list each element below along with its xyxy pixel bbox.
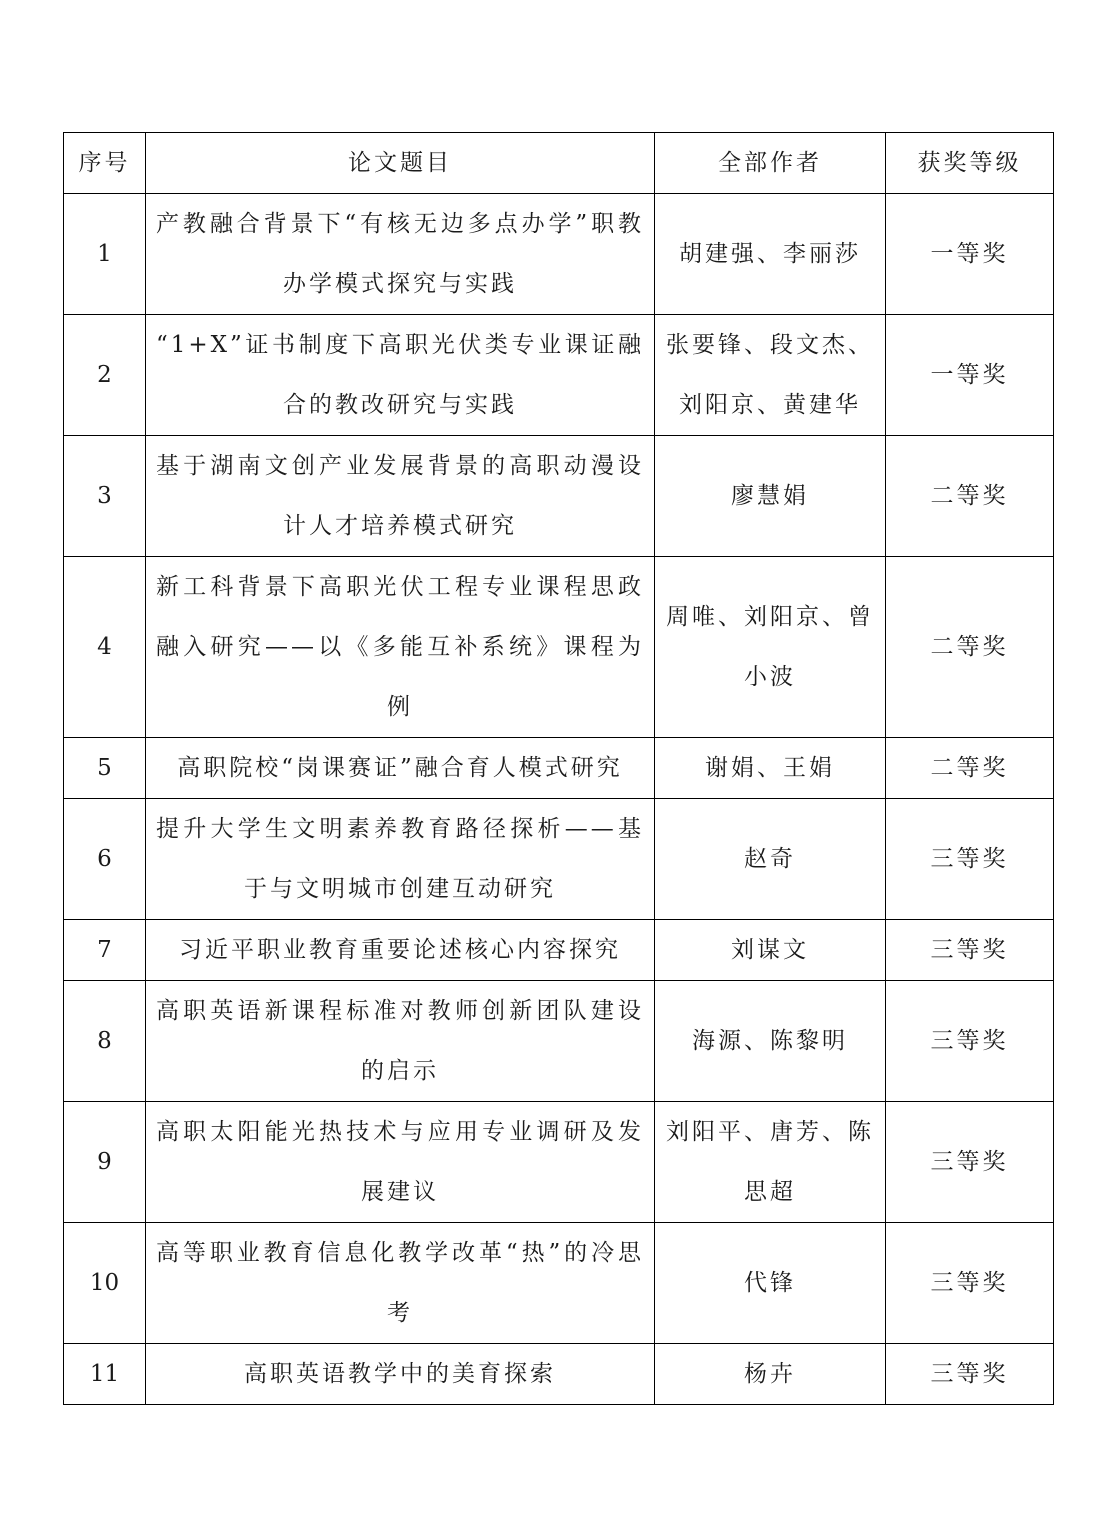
row-number: 10 [64,1223,146,1344]
row-award: 二等奖 [886,557,1054,738]
row-authors: 杨卉 [655,1344,886,1405]
row-authors: 刘阳平、唐芳、陈思超 [655,1102,886,1223]
table-header-row [64,133,1054,194]
row-award: 三等奖 [886,1344,1054,1405]
row-authors: 海源、陈黎明 [655,981,886,1102]
table-row [64,557,1054,738]
table-row [64,1223,1054,1344]
row-award: 二等奖 [886,436,1054,557]
row-authors: 谢娟、王娟 [655,738,886,799]
row-authors: 赵奇 [655,799,886,920]
row-award: 一等奖 [886,194,1054,315]
table-row [64,981,1054,1102]
row-authors: 刘谋文 [655,920,886,981]
header-number: 序号 [64,133,146,194]
row-title: 高职太阳能光热技术与应用专业调研及发展建议 [146,1102,655,1223]
row-title: 新工科背景下高职光伏工程专业课程思政融入研究——以《多能互补系统》课程为例 [146,557,655,738]
row-number: 11 [64,1344,146,1405]
row-award: 三等奖 [886,799,1054,920]
header-authors: 全部作者 [655,133,886,194]
row-title: 提升大学生文明素养教育路径探析——基于与文明城市创建互动研究 [146,799,655,920]
row-title: “1+X”证书制度下高职光伏类专业课证融合的教改研究与实践 [146,315,655,436]
header-award: 获奖等级 [886,133,1054,194]
table-row [64,436,1054,557]
row-award: 二等奖 [886,738,1054,799]
row-authors: 周唯、刘阳京、曾小波 [655,557,886,738]
row-title: 产教融合背景下“有核无边多点办学”职教办学模式探究与实践 [146,194,655,315]
row-number: 5 [64,738,146,799]
row-award: 三等奖 [886,1223,1054,1344]
awards-table [63,132,1054,1405]
table-row [64,799,1054,920]
row-award: 三等奖 [886,981,1054,1102]
table-row [64,1344,1054,1405]
row-number: 1 [64,194,146,315]
row-award: 三等奖 [886,920,1054,981]
row-number: 8 [64,981,146,1102]
row-number: 4 [64,557,146,738]
row-authors: 代锋 [655,1223,886,1344]
table-row [64,920,1054,981]
table-row [64,1102,1054,1223]
row-award: 一等奖 [886,315,1054,436]
row-authors: 廖慧娟 [655,436,886,557]
row-title: 高等职业教育信息化教学改革“热”的冷思考 [146,1223,655,1344]
row-number: 6 [64,799,146,920]
row-title: 习近平职业教育重要论述核心内容探究 [146,920,655,981]
row-authors: 胡建强、李丽莎 [655,194,886,315]
table-row [64,315,1054,436]
table-row [64,194,1054,315]
row-title: 高职院校“岗课赛证”融合育人模式研究 [146,738,655,799]
row-title: 高职英语教学中的美育探索 [146,1344,655,1405]
row-award: 三等奖 [886,1102,1054,1223]
row-number: 3 [64,436,146,557]
row-number: 9 [64,1102,146,1223]
header-title: 论文题目 [146,133,655,194]
row-authors: 张要锋、段文杰、刘阳京、黄建华 [655,315,886,436]
table-row [64,738,1054,799]
row-title: 基于湖南文创产业发展背景的高职动漫设计人才培养模式研究 [146,436,655,557]
row-title: 高职英语新课程标准对教师创新团队建设的启示 [146,981,655,1102]
row-number: 7 [64,920,146,981]
row-number: 2 [64,315,146,436]
